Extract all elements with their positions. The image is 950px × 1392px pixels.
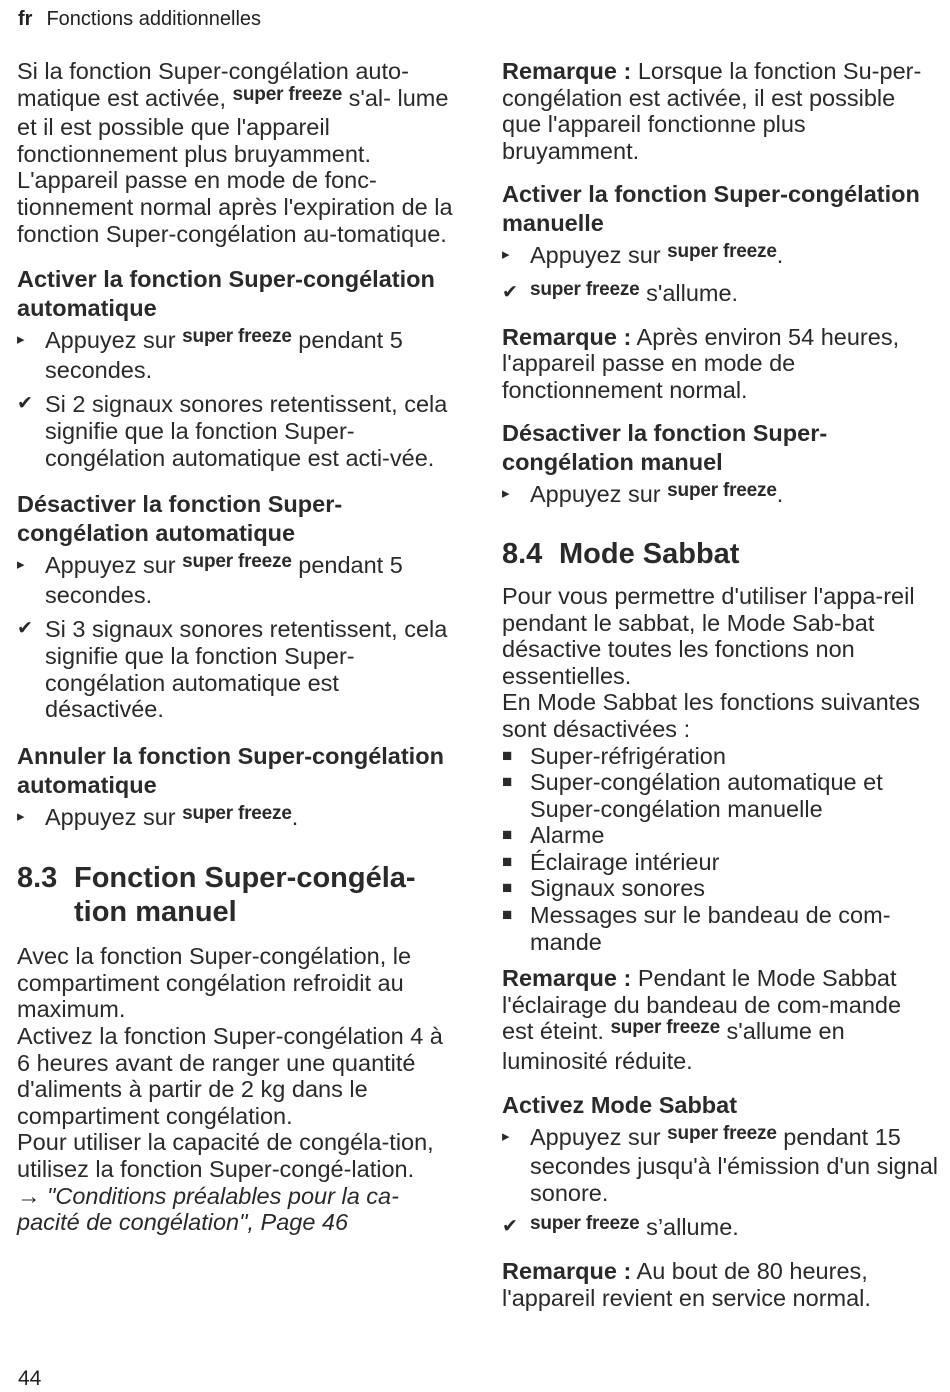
result-text: Si 3 signaux sonores retentissent, cela signifie que la fonction Super-congélation automatique est désactivée. xyxy=(45,616,448,723)
list-item: ■ Super-congélation automatique et Super-congélation manuelle xyxy=(502,769,883,822)
super-freeze-button-label: super freeze xyxy=(530,1213,640,1235)
triangle-bullet-icon: ▸ xyxy=(17,807,25,825)
language-code: fr xyxy=(18,8,33,30)
triangle-bullet-icon: ▸ xyxy=(502,246,510,264)
result-item xyxy=(502,280,938,310)
super-freeze-button-label: super freeze xyxy=(530,278,640,300)
result-item xyxy=(502,1214,938,1244)
result-text: $^{super freeze}$ s'allume. xyxy=(530,278,739,306)
step-text: Appuyez sur $^{super freeze}$. xyxy=(530,480,784,508)
note-label: Remarque : xyxy=(502,1258,632,1284)
section-8-3-heading xyxy=(17,861,457,929)
page-header xyxy=(18,8,261,31)
step-text: Appuyez sur $^{super freeze}$ pendant 5 secondes. xyxy=(45,326,403,383)
step-text: Appuyez sur $^{super freeze}$ pendant 15 secondes jusqu'à l'émission d'un signal sonore. xyxy=(530,1122,938,1206)
note: Remarque : Au bout de 80 heures, l'appareil revient en service normal. xyxy=(502,1258,871,1311)
super-freeze-button-label: super freeze xyxy=(667,480,777,502)
step-text: Appuyez sur $^{super freeze}$. xyxy=(530,241,784,269)
paragraph: Avec la fonction Super-congélation, le compartiment congélation refroidit au maximum. xyxy=(17,943,412,1023)
section-title: Fonction Super-congéla-tion manuel xyxy=(74,862,416,929)
check-icon: ✔ xyxy=(502,1216,518,1238)
intro-paragraph: Si la fonction Super-congélation auto- matique est activée, $^{super freeze}$ s'al- lume et il est possible que l'appareil fonctionnement plus bruyamment. L'appareil passe en mode de fonc-tionnement normal après l'expiration de la fonction Super-congélation au-tomatique. xyxy=(17,58,453,247)
note: Remarque : Pendant le Mode Sabbat l'éclairage du bandeau de com-mande est éteint. $^{super freeze}$ s'allume en luminosité réduite. xyxy=(502,965,902,1075)
paragraph: Pour utiliser la capacité de congéla-tion, utilisez la fonction Super-congé-lation. xyxy=(17,1129,434,1183)
square-bullet-icon: ■ xyxy=(502,851,513,871)
heading-activate-manual: Activer la fonction Super-congélation manuelle xyxy=(502,181,920,237)
super-freeze-button-label: super freeze xyxy=(182,551,292,573)
heading-deactivate-manual: Désactiver la fonction Super-congélation manuel xyxy=(502,420,828,476)
step-text: Appuyez sur $^{super freeze}$ pendant 5 secondes. xyxy=(45,551,403,608)
step-item xyxy=(17,327,457,383)
super-freeze-button-label: super freeze xyxy=(667,1122,777,1144)
triangle-bullet-icon: ▸ xyxy=(17,556,25,574)
page-number: 44 xyxy=(18,1367,42,1390)
super-freeze-button-label: super freeze xyxy=(182,802,292,824)
result-text: $^{super freeze}$ s’allume. xyxy=(530,1213,739,1241)
square-bullet-icon: ■ xyxy=(502,772,513,792)
heading-activate-sabbath: Activez Mode Sabbat xyxy=(502,1091,738,1118)
disabled-functions-list xyxy=(502,743,938,956)
check-icon: ✔ xyxy=(17,393,33,415)
check-icon: ✔ xyxy=(502,281,518,303)
super-freeze-button-label: super freeze xyxy=(610,1017,720,1039)
arrow-right-icon: → xyxy=(17,1182,41,1209)
triangle-bullet-icon: ▸ xyxy=(502,1127,510,1145)
super-freeze-button-label: super freeze xyxy=(667,241,777,263)
step-item xyxy=(502,481,938,511)
step-text: Appuyez sur $^{super freeze}$. xyxy=(45,802,299,830)
result-item xyxy=(17,391,457,471)
step-item xyxy=(17,804,457,834)
chapter-title: Fonctions additionnelles xyxy=(46,8,262,30)
paragraph: En Mode Sabbat les fonctions suivantes sont désactivées : xyxy=(502,689,921,742)
super-freeze-button-label: super freeze xyxy=(182,326,292,348)
square-bullet-icon: ■ xyxy=(502,878,513,898)
heading-activate-auto: Activer la fonction Super-congélation automatique xyxy=(17,266,435,322)
check-icon: ✔ xyxy=(17,618,33,640)
step-item xyxy=(502,242,938,272)
triangle-bullet-icon: ▸ xyxy=(17,331,25,349)
section-title: Mode Sabbat xyxy=(559,537,740,570)
section-8-4-heading xyxy=(502,537,938,571)
step-item xyxy=(502,1124,938,1207)
square-bullet-icon: ■ xyxy=(502,825,513,845)
paragraph: Pour vous permettre d'utiliser l'appa-reil pendant le sabbat, le Mode Sab-bat désactive toutes les fonctions non essentielles. xyxy=(502,582,915,689)
list-item: ■ Alarme xyxy=(502,822,605,849)
result-text: Si 2 signaux sonores retentissent, cela signifie que la fonction Super-congélation automatique est acti-vée. xyxy=(45,391,448,471)
note: Remarque : Après environ 54 heures, l'appareil passe en mode de fonctionnement normal. xyxy=(502,323,900,403)
paragraph: Activez la fonction Super-congélation 4 à 6 heures avant de ranger une quantité d'aliments à partir de 2 kg dans le compartiment congélation. xyxy=(17,1023,443,1129)
section-number: 8.4 xyxy=(502,537,543,570)
super-freeze-button-label: super freeze xyxy=(232,83,343,105)
note: Remarque : Lorsque la fonction Su-per-congélation est activée, il est possible que l'appareil fonctionne plus bruyamment. xyxy=(502,58,922,164)
note-label: Remarque : xyxy=(502,323,632,350)
square-bullet-icon: ■ xyxy=(502,905,513,925)
list-item: ■ Super-réfrigération xyxy=(502,742,726,769)
list-item: ■ Messages sur le bandeau de com-mande xyxy=(502,902,891,955)
cross-reference xyxy=(17,1183,457,1236)
note-label: Remarque : xyxy=(502,965,632,992)
list-item: ■ Éclairage intérieur xyxy=(502,848,720,875)
right-column xyxy=(502,58,938,1311)
list-item: ■ Signaux sonores xyxy=(502,875,706,902)
triangle-bullet-icon: ▸ xyxy=(502,485,510,503)
step-item xyxy=(17,552,457,608)
section-number: 8.3 xyxy=(17,862,58,895)
heading-deactivate-auto: Désactiver la fonction Super-congélation automatique xyxy=(17,491,343,547)
note-label: Remarque : xyxy=(502,58,632,84)
left-column xyxy=(17,58,457,1236)
heading-cancel-auto: Annuler la fonction Super-congélation automatique xyxy=(17,742,444,798)
cross-reference-link[interactable]: "Conditions préalables pour la ca-pacité de congélation", Page 46 xyxy=(17,1182,399,1236)
result-item xyxy=(17,616,457,722)
square-bullet-icon: ■ xyxy=(502,745,513,765)
